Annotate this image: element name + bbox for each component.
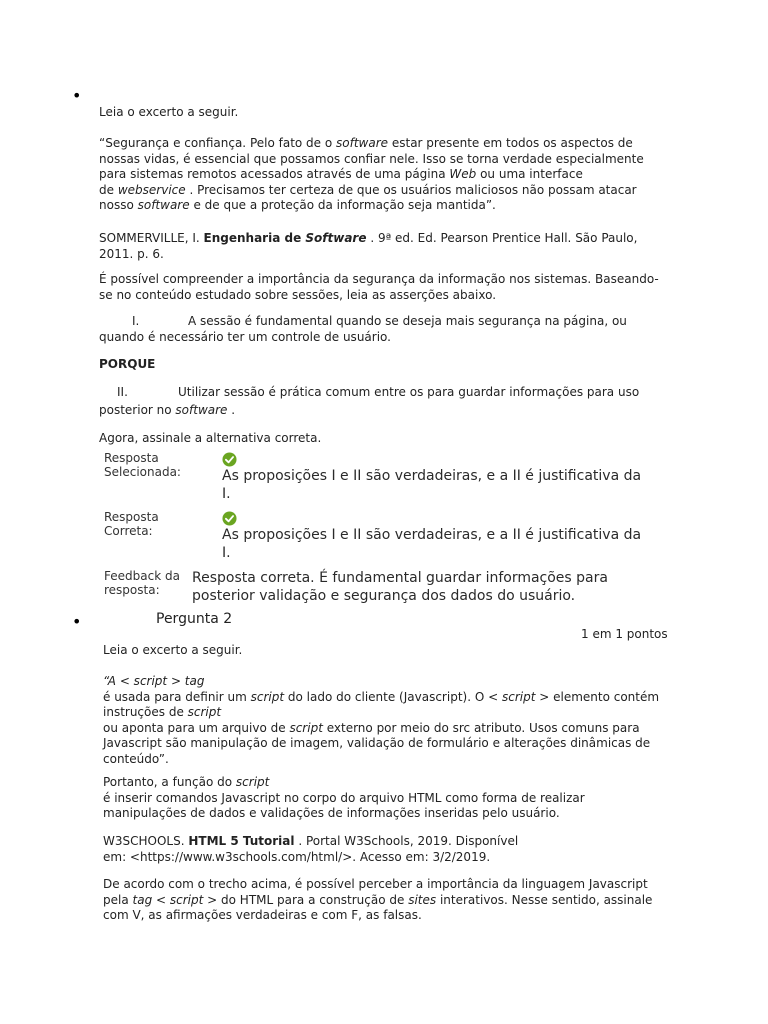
selected-answer: As proposições I e II são verdadeiras, e a II é justificativa da I. — [222, 468, 642, 502]
assertion-1: A sessão é fundamental quando se deseja mais segurança na página, ou quando é necessário ter um controle de usuário. — [99, 314, 627, 344]
q1-reference: SOMMERVILLE, I. Engenharia de Software . 9ª ed. Ed. Pearson Prentice Hall. São Paulo, 2011. p. 6. — [99, 231, 638, 261]
list-bullet: • — [72, 86, 82, 105]
q2-quote: “A < script > tag é usada para definir um script do lado do cliente (Javascript). O < script > elemento contém instruções de script ou aponta para um arquivo de script externo por meio do src atributo. Usos comuns para Javascript são manipulação de imagem, validação de formulário e alterações dinâmicas de conteúdo”. — [103, 674, 660, 766]
question-2-title: Pergunta 2 — [156, 611, 233, 627]
q1-quote: “Segurança e confiança. Pelo fato de o software estar presente em todos os aspectos de nossas vidas, é essencial que possamos confiar nele. Isso se torna verdade especialmente para sistemas remotos acessados através de uma página Web ou uma interface de webservice . Precisamos ter certeza de que os usuários maliciosos não possam atacar nosso software e de que a proteção da informação seja mantida”. — [99, 136, 644, 212]
feedback-text: Resposta correta. É fundamental guardar informações para posterior validação e segurança dos dados do usuário. — [192, 570, 608, 604]
selected-answer-label: Resposta Selecionada: — [104, 451, 181, 479]
assertion-1-number: I. — [132, 314, 140, 328]
q1-paragraph: É possível compreender a importância da segurança da informação nos sistemas. Baseando- se no conteúdo estudado sobre sessões, leia as asserções abaixo. — [99, 272, 659, 302]
q2-intro: Leia o excerto a seguir. — [103, 643, 243, 657]
list-bullet: • — [72, 612, 82, 631]
question-2-points: 1 em 1 pontos — [581, 627, 668, 641]
q1-instruction: Agora, assinale a alternativa correta. — [99, 431, 322, 445]
correct-answer-label: Resposta Correta: — [104, 510, 159, 538]
correct-answer: As proposições I e II são verdadeiras, e a II é justificativa da I. — [222, 527, 642, 561]
q2-question: De acordo com o trecho acima, é possível perceber a importância da linguagem Javascript pela tag < script > do HTML para a construção de sites interativos. Nesse sentido, assinale com V, as afirmações verdadeiras e com F, as falsas. — [103, 877, 653, 922]
q2-paragraph: Portanto, a função do script é inserir comandos Javascript no corpo do arquivo HTML como forma de realizar manipulações de dados e validações de informações inseridas pelo usuário. — [103, 775, 585, 820]
assertion-2-number: II. — [117, 385, 128, 399]
q2-reference: W3SCHOOLS. HTML 5 Tutorial . Portal W3Schools, 2019. Disponível em: <https://www.w3schools.com/html/>. Acesso em: 3/2/2019. — [103, 834, 519, 864]
correct-check-icon — [222, 452, 237, 467]
q1-intro: Leia o excerto a seguir. — [99, 105, 239, 119]
porque-label: PORQUE — [99, 357, 156, 371]
correct-check-icon — [222, 511, 237, 526]
feedback-label: Feedback da resposta: — [104, 569, 180, 597]
assertion-2: Utilizar sessão é prática comum entre os para guardar informações para uso posterior no software . — [99, 385, 640, 417]
